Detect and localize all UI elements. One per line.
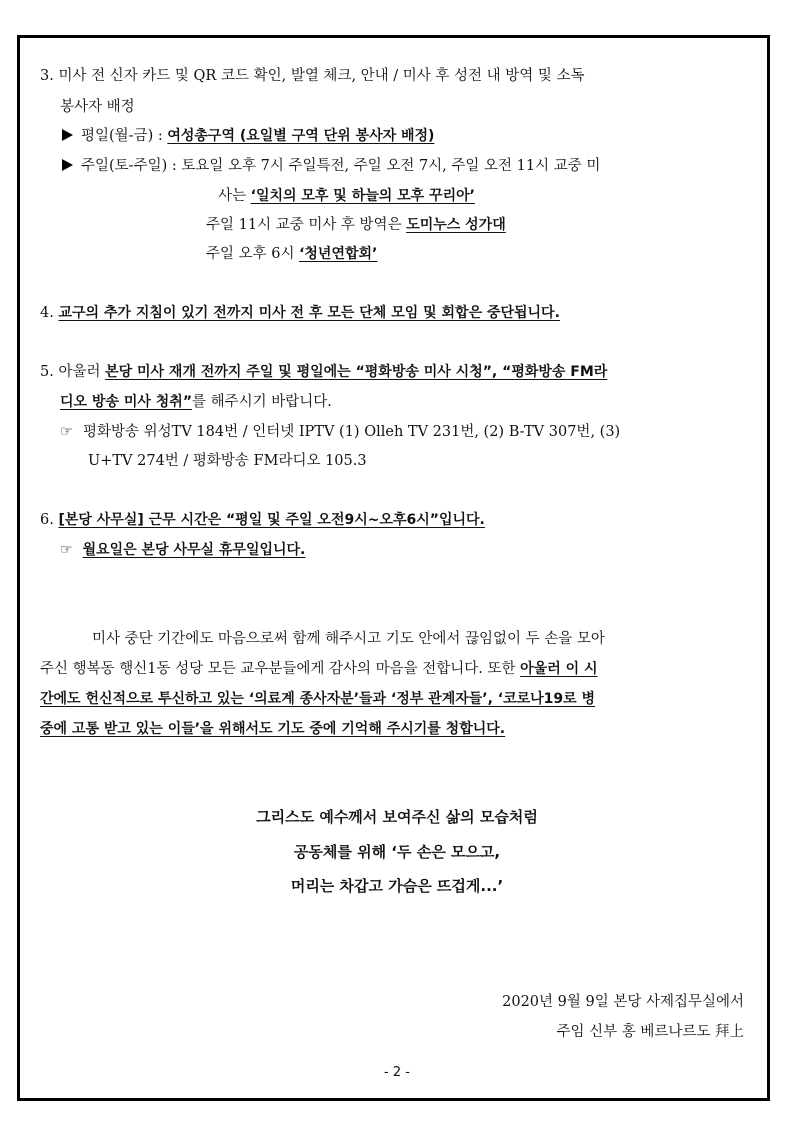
item4: [40, 303, 560, 323]
item4-bold: 교구의 추가 지침이 있기 전까지 미사 전 후 모든 단체 모임 및 회합은 중단됩니다.: [58, 305, 560, 321]
item5-prefix: 5. 아울러: [40, 364, 106, 380]
sunday-11-text: 주일 11시 교중 미사 후 방역은: [206, 217, 407, 233]
triangle-bullet-icon: [62, 129, 73, 141]
closing-line3: [40, 689, 595, 709]
triangle-bullet-icon: [62, 159, 73, 171]
signature-date: 2020년 9월 9일 본당 사제집무실에서: [502, 994, 744, 1010]
weekday-label: 평일(월-금) :: [81, 128, 168, 144]
sunday-6-text: 주일 오후 6시: [206, 246, 300, 262]
item3-weekday: [62, 126, 434, 146]
sunday-cont-text: 사는: [218, 188, 251, 204]
item6-bold: [본당 사무실] 근무 시간은 “평일 및 주일 오전9시~오후6시”입니다.: [58, 512, 485, 528]
motto-line1: 그리스도 예수께서 보여주신 삶의 모습처럼: [256, 808, 538, 826]
closing-line2-bold: 아울러 이 시: [520, 661, 598, 677]
pointing-hand-icon: ☞: [60, 542, 73, 558]
closing-line4: [40, 719, 505, 739]
item3-line1: 3. 미사 전 신자 카드 및 QR 코드 확인, 발열 체크, 안내 / 미사 후 성전 내 방역 및 소독: [40, 68, 585, 84]
item6-number: 6.: [40, 512, 59, 528]
weekday-assignment: 여성총구역 (요일별 구역 단위 봉사자 배정): [167, 128, 435, 144]
pointing-hand-icon: ☞: [60, 424, 73, 440]
item3-sunday-11: [206, 215, 506, 235]
item6: [40, 510, 485, 530]
signature-name: 주임 신부 홍 베르나르도 拜上: [556, 1024, 744, 1040]
item5-bold1: 본당 미사 재개 전까지 주일 및 평일에는 “평화방송 미사 시청”, “평화방송 FM라: [105, 364, 608, 380]
item3-line2: 봉사자 배정: [60, 99, 135, 115]
item3-sunday-cont: [218, 186, 475, 206]
sunday-label: 주일(토-주일) : 토요일 오후 7시 주일특전, 주일 오전 7시, 주일 오전 11시 교중 미: [81, 158, 601, 174]
sunday-11-bold: 도미누스 성가대: [406, 217, 506, 233]
item5-info2: U+TV 274번 / 평화방송 FM라디오 105.3: [88, 453, 367, 469]
item5-line1: [40, 362, 607, 382]
closing-line4-bold: 중에 고통 받고 있는 이들’을 위해서도 기도 중에 기억해 주시기를 청합니다.: [40, 721, 506, 737]
sunday-cont-bold: ‘일치의 모후 및 하늘의 모후 꾸리아’: [250, 188, 475, 204]
closing-line2-text: 주신 행복동 행신1동 성당 모든 교우분들에게 감사의 마음을 전합니다. 또한: [40, 661, 521, 677]
item5-bold2: 디오 방송 미사 청취”: [60, 394, 193, 410]
item5-suffix: 를 해주시기 바랍니다.: [192, 394, 332, 410]
closing-line2: [40, 659, 598, 679]
item4-number: 4.: [40, 305, 59, 321]
item5-line2: [60, 392, 332, 412]
sunday-6-bold: ‘청년연합회’: [299, 246, 378, 262]
office-closed-note: 월요일은 본당 사무실 휴무일입니다.: [82, 542, 306, 558]
broadcast-info1: 평화방송 위성TV 184번 / 인터넷 IPTV (1) Olleh TV 231번, (2) B-TV 307번, (3): [83, 424, 621, 440]
closing-line1: 미사 중단 기간에도 마음으로써 함께 해주시고 기도 안에서 끊임없이 두 손을 모아: [92, 631, 605, 647]
motto-line2: 공동체를 위해 ‘두 손은 모으고,: [293, 843, 501, 861]
page-number: - 2 -: [384, 1065, 410, 1080]
motto-line3: 머리는 차갑고 가슴은 뜨겁게...’: [290, 877, 504, 895]
item3-sunday: [62, 156, 600, 176]
item3-sunday-6: [206, 244, 377, 264]
closing-line3-bold: 간에도 헌신적으로 투신하고 있는 ‘의료계 종사자분’들과 ‘정부 관계자들’, ‘코로나19로 병: [40, 691, 596, 707]
item5-info1: [60, 422, 620, 442]
item6-note: [60, 540, 305, 560]
